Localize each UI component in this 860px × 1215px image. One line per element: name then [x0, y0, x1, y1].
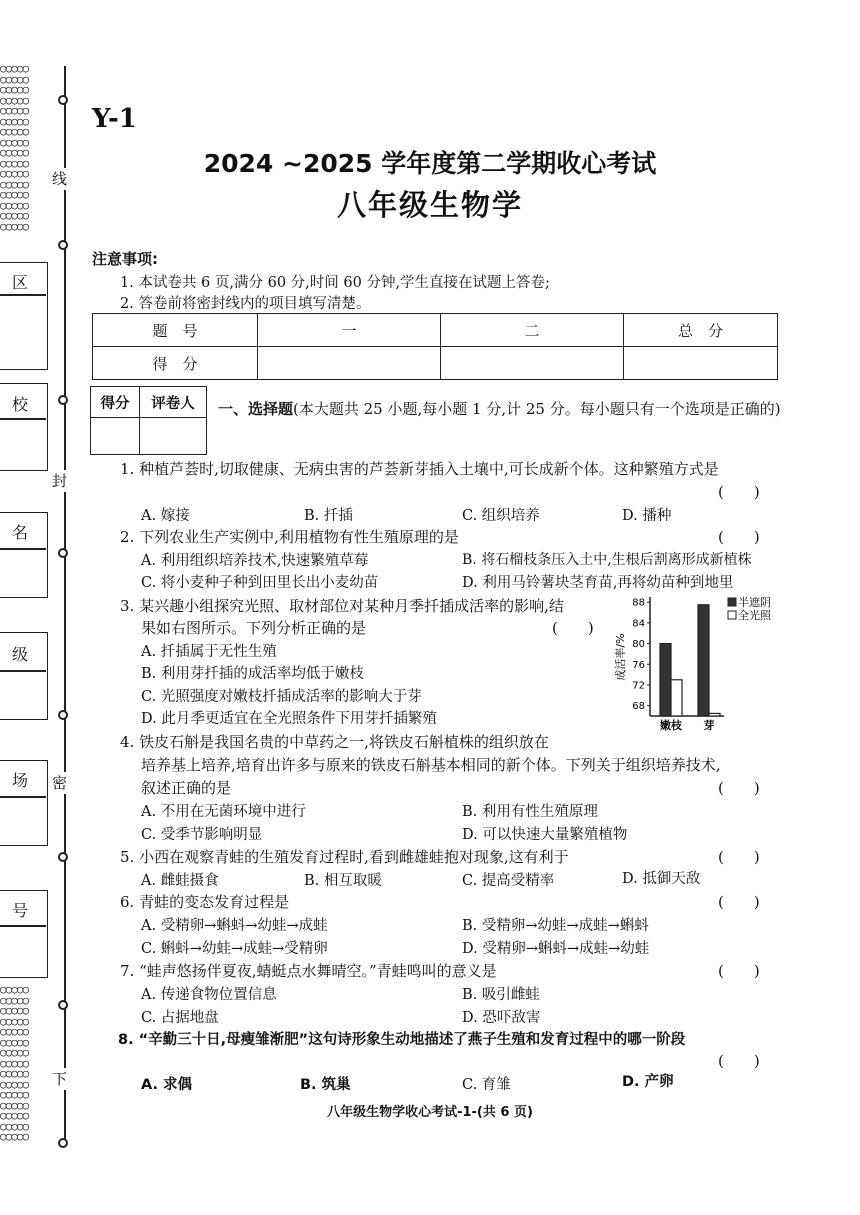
chart-y-tick-label: 76: [632, 659, 645, 671]
q8-option-c[interactable]: C. 育雏: [462, 1077, 511, 1093]
chart-y-tick-label: 84: [632, 618, 645, 630]
chart-y-tick-label: 72: [632, 680, 645, 692]
chart-y-tick-label: 68: [632, 701, 645, 713]
score-cell[interactable]: [624, 347, 778, 380]
field-divider: [0, 294, 46, 296]
binding-knot: [58, 95, 68, 105]
q1-option-b[interactable]: B. 扦插: [304, 508, 353, 524]
q1-option-c[interactable]: C. 组织培养: [462, 508, 540, 524]
chart-y-axis-label: 成活率/%: [614, 633, 627, 681]
q7-option-d[interactable]: D. 恐吓敌害: [462, 1010, 541, 1026]
q3-option-a[interactable]: A. 扦插属于无性生殖: [141, 644, 277, 660]
q2-option-c[interactable]: C. 将小麦种子种到田里长出小麦幼苗: [141, 575, 379, 591]
score-header-cell: 题 号: [93, 314, 258, 347]
q8-option-b[interactable]: B. 筑巢: [300, 1077, 351, 1093]
score-header-cell: 一: [258, 314, 441, 347]
binding-knot: [58, 240, 68, 250]
chart-bar: [671, 680, 682, 716]
q3-bar-chart: [612, 593, 792, 733]
grader-score-cell[interactable]: [91, 418, 140, 455]
chart-legend-label: 半遮阴: [738, 596, 771, 609]
q5-option-a[interactable]: A. 雌蛙摄食: [141, 873, 219, 889]
q6-option-b[interactable]: B. 受精卵→幼蛙→成蛙→蝌蚪: [462, 918, 649, 934]
q2-option-a[interactable]: A. 利用组织培养技术,快速繁殖草莓: [141, 553, 369, 569]
question-3-stem: 3. 某兴趣小组探究光照、取材部位对某种月季扦插成活率的影响,结: [120, 597, 564, 615]
q5-option-d[interactable]: D. 抵御天敌: [622, 871, 701, 887]
q3-option-c[interactable]: C. 光照强度对嫩枝扦插成活率的影响大于芽: [141, 689, 422, 705]
answer-paren[interactable]: ( ): [718, 962, 760, 980]
chart-legend-swatch: [728, 598, 736, 606]
q4-option-b[interactable]: B. 利用有性生殖原理: [462, 804, 598, 820]
binding-knot: [58, 1138, 68, 1148]
q4-option-d[interactable]: D. 可以快速大量繁殖植物: [462, 827, 628, 843]
answer-paren[interactable]: ( ): [718, 848, 760, 866]
binding-knot: [58, 548, 68, 558]
binding-knot: [58, 395, 68, 405]
chart-bar: [698, 605, 709, 716]
chart-y-tick-label: 88: [632, 597, 645, 609]
exam-title: 2024 ~2025 学年度第二学期收心考试: [203, 149, 657, 178]
chart-bar: [660, 644, 671, 716]
seal-word-xian: 线: [52, 170, 68, 188]
chart-category-label: 芽: [703, 719, 715, 732]
notice-heading: 注意事项:: [92, 250, 158, 268]
score-cell[interactable]: [441, 347, 624, 380]
field-label-school: 校: [12, 395, 29, 414]
q6-option-d[interactable]: D. 受精卵→蝌蚪→成蛙→幼蛙: [462, 941, 650, 957]
q2-option-b[interactable]: B. 将石榴枝条压入土中,生根后割离形成新植株: [462, 552, 752, 568]
section-title: 一、选择题: [218, 400, 294, 418]
answer-paren[interactable]: ( ): [552, 619, 594, 637]
binding-knot: [58, 710, 68, 720]
q7-option-a[interactable]: A. 传递食物位置信息: [141, 987, 277, 1003]
field-divider: [0, 548, 46, 550]
question-6-stem: 6. 青蛙的变态发育过程是: [120, 893, 290, 911]
section-heading: [218, 398, 788, 421]
q4-option-c[interactable]: C. 受季节影响明显: [141, 827, 263, 843]
q1-option-d[interactable]: D. 播种: [622, 508, 672, 524]
score-cell[interactable]: [258, 347, 441, 380]
answer-paren[interactable]: ( ): [718, 779, 760, 797]
question-4-stem-cont: 叙述正确的是: [141, 779, 232, 797]
question-3-stem-cont: 果如右图所示。下列分析正确的是: [141, 619, 367, 637]
field-divider: [0, 925, 46, 927]
field-label-exam-room: 场: [12, 771, 29, 790]
q8-option-a[interactable]: A. 求偶: [141, 1077, 193, 1093]
seal-word-xia: 下: [52, 1070, 68, 1088]
q4-option-a[interactable]: A. 不用在无菌环境中进行: [141, 804, 306, 820]
answer-paren[interactable]: ( ): [718, 528, 760, 546]
binding-knot: [58, 1000, 68, 1010]
answer-paren[interactable]: ( ): [718, 483, 760, 501]
paper-code: Y-1: [92, 104, 137, 134]
field-label-district: 区: [12, 273, 29, 292]
question-5-stem: 5. 小西在观察青蛙的生殖发育过程时,看到雌雄蛙抱对现象,这有利于: [120, 848, 569, 866]
grader-reviewer-cell[interactable]: [140, 418, 207, 455]
chart-legend-swatch: [728, 611, 736, 619]
grader-reviewer-label: 评卷人: [140, 387, 207, 418]
field-label-class: 级: [12, 645, 29, 664]
notice-item: 1. 本试卷共 6 页,满分 60 分,时间 60 分钟,学生直接在试题上答卷;: [120, 275, 550, 291]
chart-bar: [709, 713, 720, 716]
q2-option-d[interactable]: D. 利用马铃薯块茎育苗,再将幼苗种到地里: [462, 575, 734, 591]
score-table: [92, 313, 778, 380]
field-divider: [0, 418, 46, 420]
binding-line: [64, 66, 66, 1146]
q1-option-a[interactable]: A. 嫁接: [141, 508, 190, 524]
question-4-stem: 4. 铁皮石斛是我国名贵的中草药之一,将铁皮石斛植株的组织放在: [120, 733, 549, 751]
answer-paren[interactable]: ( ): [718, 1052, 760, 1070]
q6-option-a[interactable]: A. 受精卵→蝌蚪→幼蛙→成蛙: [141, 918, 328, 934]
chart-legend-label: 全光照: [738, 609, 771, 622]
seal-word-feng: 封: [52, 472, 68, 490]
answer-paren[interactable]: ( ): [718, 893, 760, 911]
q7-option-b[interactable]: B. 吸引雌蛙: [462, 987, 540, 1003]
q7-option-c[interactable]: C. 占据地盘: [141, 1010, 219, 1026]
question-4-stem-cont: 培养基上培养,培育出许多与原来的铁皮石斛基本相同的新个体。下列关于组织培养技术,: [141, 756, 721, 774]
chart-category-label: 嫩枝: [660, 719, 682, 732]
binding-dots-top: ○○○○○ ○○○○○ ○○○○○ ○○○○○ ○○○○○ ○○○○○ ○○○○○ ○○○○○ ○○○○○ ○○○○○ ○○○○○ ○○○○○ ○○○○○ ○○○○○ ○○○○○ ○○○○○: [0, 64, 29, 233]
grader-table: [90, 386, 207, 455]
question-7-stem: 7. “蛙声悠扬伴夏夜,蜻蜓点水舞晴空。”青蛙鸣叫的意义是: [120, 962, 497, 980]
grader-score-label: 得分: [91, 387, 140, 418]
score-header-cell: 二: [441, 314, 624, 347]
q6-option-c[interactable]: C. 蝌蚪→幼蛙→成蛙→受精卵: [141, 941, 328, 957]
question-2-stem: 2. 下列农业生产实例中,利用植物有性生殖原理的是: [120, 528, 459, 546]
section-desc: (本大题共 25 小题,每小题 1 分,计 25 分。每小题只有一个选项是正确的): [293, 400, 781, 418]
q8-option-d[interactable]: D. 产卵: [622, 1074, 674, 1090]
subject-title: 八年级生物学: [336, 188, 523, 222]
chart-y-tick-label: 80: [632, 639, 645, 651]
q5-option-b[interactable]: B. 相互取暖: [304, 873, 382, 889]
page-footer: 八年级生物学收心考试-1-(共 6 页): [327, 1105, 533, 1120]
question-8-stem: 8. “辛勤三十日,母瘦雏渐肥”这句诗形象生动地描述了燕子生殖和发育过程中的哪一阶段: [118, 1032, 686, 1048]
question-1-stem: 1. 种植芦荟时,切取健康、无病虫害的芦荟新芽插入土壤中,可长成新个体。这种繁殖方式是: [120, 460, 719, 478]
binding-dots-bottom: ○○○○○ ○○○○○ ○○○○○ ○○○○○ ○○○○○ ○○○○○ ○○○○○ ○○○○○ ○○○○○ ○○○○○ ○○○○○ ○○○○○ ○○○○○ ○○○○○ ○○○○○: [0, 985, 29, 1143]
q3-option-d[interactable]: D. 此月季更适宜在全光照条件下用芽扦插繁殖: [141, 711, 437, 727]
score-header-cell: 总 分: [624, 314, 778, 347]
field-divider: [0, 670, 46, 672]
binding-knot: [58, 852, 68, 862]
field-label-number: 号: [12, 901, 29, 920]
q3-option-b[interactable]: B. 利用芽扦插的成活率均低于嫩枝: [141, 666, 364, 682]
q5-option-c[interactable]: C. 提高受精率: [462, 873, 555, 889]
score-row-label: 得 分: [93, 347, 258, 380]
notice-item: 2. 答卷前将密封线内的项目填写清楚。: [120, 296, 371, 312]
field-label-name: 名: [12, 523, 29, 542]
field-divider: [0, 796, 46, 798]
seal-word-mi: 密: [52, 774, 68, 792]
